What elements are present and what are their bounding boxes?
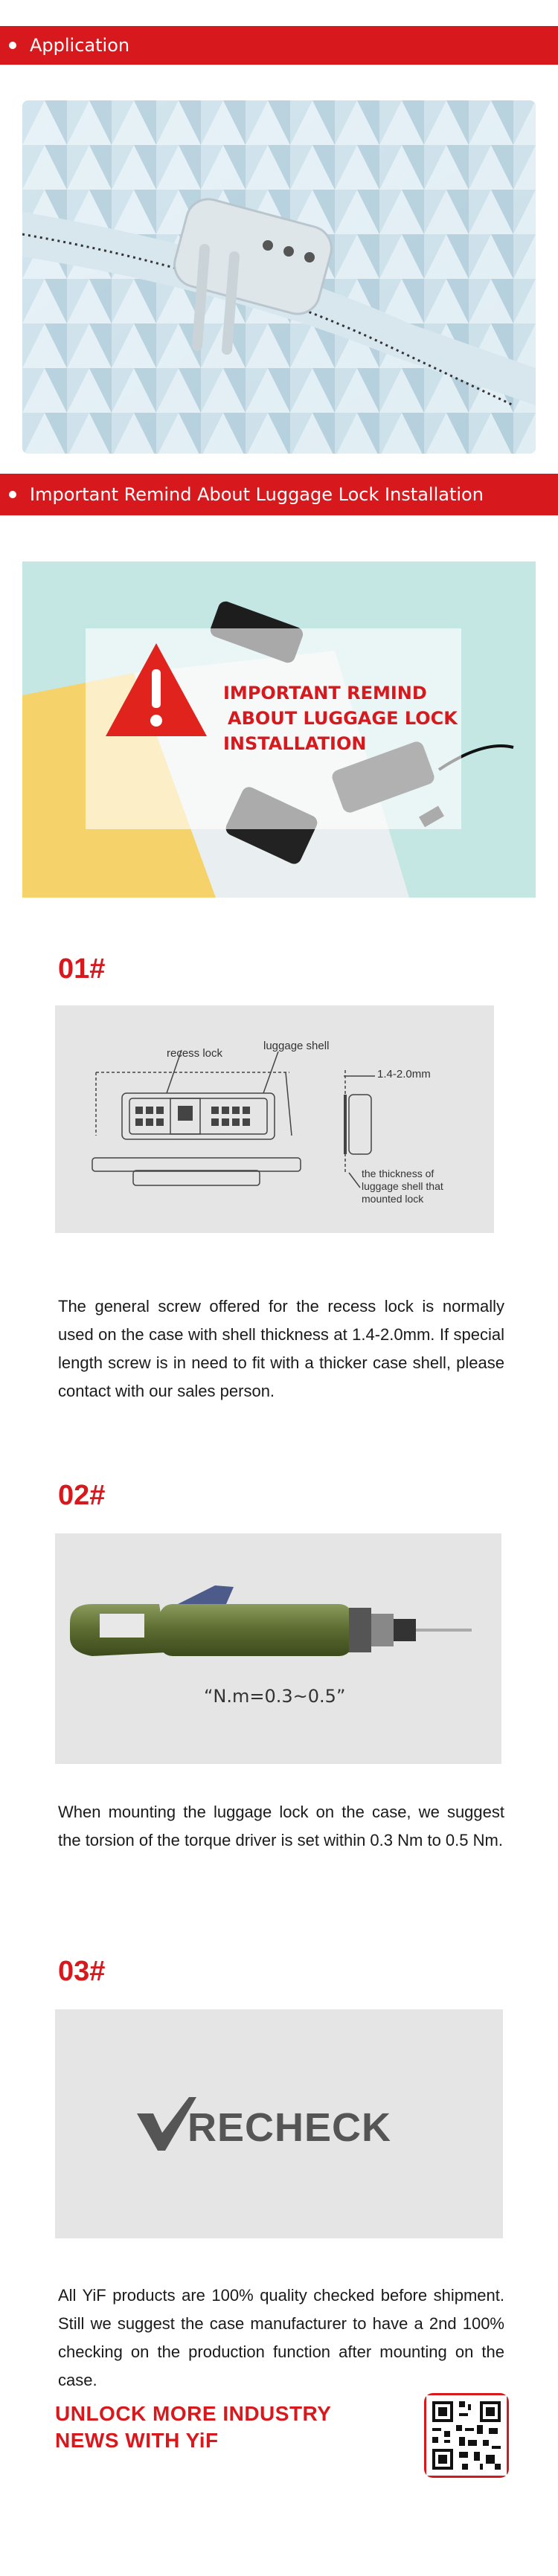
section-header-remind bbox=[0, 474, 558, 515]
step-number: 01# bbox=[58, 953, 106, 985]
recheck-brand: RECHECK bbox=[187, 2105, 392, 2150]
banner-line-2: ABOUT LUGGAGE LOCK bbox=[228, 708, 458, 729]
step-description: All YiF products are 100% quality checked before shipment. Still we suggest the case manufacturer to have a 2nd 100% checking on the production function after mounting on the case. bbox=[58, 2286, 504, 2389]
banner-text bbox=[223, 680, 458, 756]
banner-line-1: IMPORTANT REMIND bbox=[223, 683, 427, 703]
section-title: Application bbox=[30, 35, 130, 56]
note-line-3: mounted lock bbox=[362, 1193, 424, 1205]
label-thickness-note bbox=[362, 1168, 443, 1205]
important-remind-banner bbox=[22, 561, 536, 898]
cta-text bbox=[55, 2400, 331, 2454]
step-number: 02# bbox=[58, 1480, 106, 1511]
suitcase-lock-image bbox=[22, 100, 536, 454]
qr-code[interactable] bbox=[424, 2393, 509, 2478]
step-description: The general screw offered for the recess lock is normally used on the case with shell thickness at 1.4-2.0mm. If special length screw is in need to fit with a thicker case shell, please contact with our sales person. bbox=[58, 1297, 504, 1400]
banner-line-3: INSTALLATION bbox=[223, 733, 367, 754]
label-recess-lock: recess lock bbox=[167, 1047, 223, 1060]
label-luggage-shell: luggage shell bbox=[263, 1040, 330, 1052]
section-header-application bbox=[0, 26, 558, 65]
note-line-1: the thickness of bbox=[362, 1168, 434, 1179]
cta-line-1: UNLOCK MORE INDUSTRY bbox=[55, 2402, 332, 2425]
section-title: Important Remind About Luggage Lock Installation bbox=[30, 484, 484, 505]
recheck-image bbox=[55, 2009, 503, 2238]
bullet-dot-icon bbox=[9, 491, 16, 498]
bullet-dot-icon bbox=[9, 42, 16, 49]
qr-code-icon bbox=[426, 2395, 507, 2476]
recess-lock-diagram bbox=[55, 1005, 494, 1233]
step-description: When mounting the luggage lock on the case, we suggest the torsion of the torque driver is set within 0.3 Nm to 0.5 Nm. bbox=[58, 1803, 504, 1849]
torque-caption: “N.m=0.3~0.5” bbox=[204, 1686, 346, 1707]
cta-line-2: NEWS WITH YiF bbox=[55, 2429, 219, 2452]
step-number: 03# bbox=[58, 1956, 106, 1987]
note-line-2: luggage shell that bbox=[362, 1180, 443, 1192]
torque-driver-image bbox=[55, 1533, 501, 1764]
label-thickness: 1.4-2.0mm bbox=[377, 1068, 431, 1081]
